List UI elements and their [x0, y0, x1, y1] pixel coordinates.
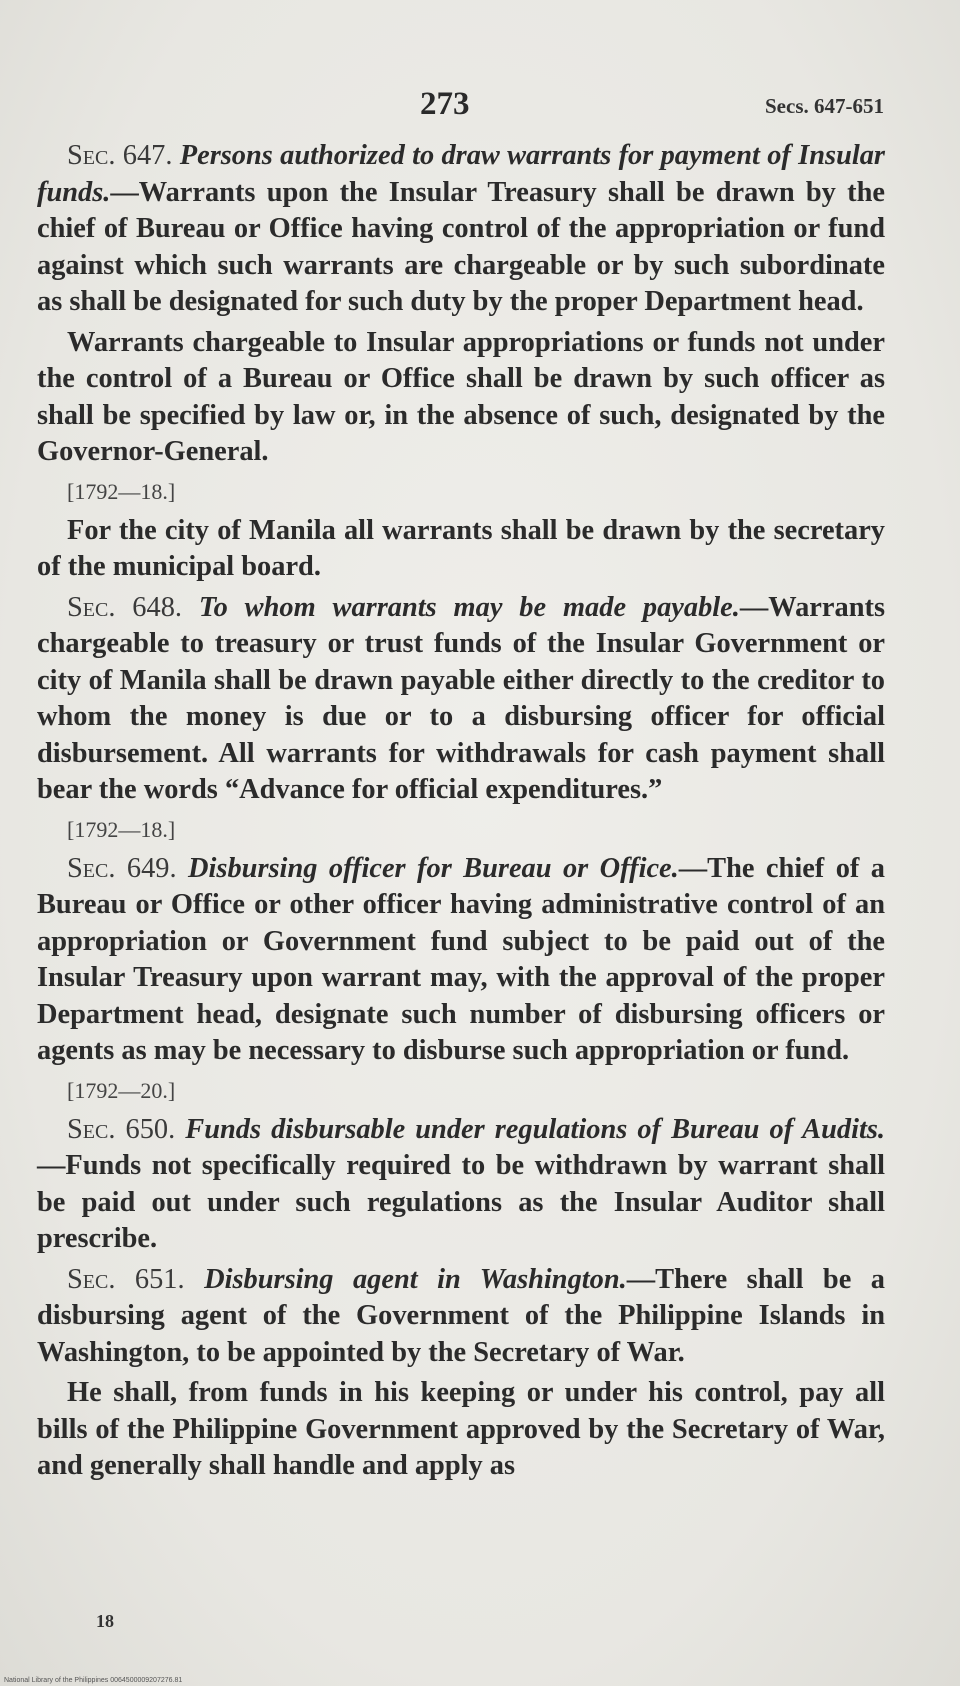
citation: [1792—18.]	[67, 816, 176, 842]
section-label: Sec. 651.	[67, 1263, 185, 1295]
body-text	[37, 138, 885, 1489]
section-text: —Funds not specifically required to be withdrawn by warrant shall be paid out under such regulations as the Insular Auditor shall prescribe.	[37, 1150, 885, 1254]
section-title: To whom warrants may be made payable.	[198, 591, 740, 623]
section-text: —Warrants chargeable to treasury or trust funds of the Insular Government or city of Manila shall be drawn payable either directly to the creditor to whom the money is due or to a disbursing officer for official disbursement. All warrants for withdrawals for cash payment shall bear the words “Advance for official expenditures.”	[37, 591, 885, 805]
page-header	[0, 86, 960, 126]
section-648	[37, 590, 885, 809]
signature-mark: 18	[96, 1611, 114, 1631]
section-text: —There shall be a disbursing agent of the Government of the Philippine Islands in Washington, to be appointed by the Secretary of War.	[37, 1263, 885, 1368]
paragraph: For the city of Manila all warrants shall be drawn by the secretary of the municipal board.	[37, 514, 885, 582]
section-range: Secs. 647-651	[765, 94, 884, 118]
section-title: Persons authorized to draw warrants for payment of Insular funds.	[37, 140, 885, 208]
paragraph: Warrants chargeable to Insular appropriations or funds not under the control of a Bureau or Office shall be drawn by such officer as shall be specified by law or, in the absence of such, designated by the Governor-General.	[37, 326, 885, 467]
paragraph: He shall, from funds in his keeping or under his control, pay all bills of the Philippine Government approved by the Secretary of War, and generally shall handle and apply as	[37, 1377, 885, 1481]
section-text: —The chief of a Bureau or Office or other officer having administrative control of an appropriation or Government fund subject to be paid out of the Insular Treasury upon warrant may, with the approval of the proper Department head, designate such number of disbursing officers or agents as may be necessary to disburse such appropriation or fund.	[37, 852, 885, 1066]
section-651	[37, 1262, 885, 1372]
section-text: —Warrants upon the Insular Treasury shall be drawn by the chief of Bureau or Office having control of the appropriation or fund against which such warrants are chargeable or by such subordinate as shall be designated for such duty by the proper Department head.	[37, 176, 885, 317]
section-title: Funds disbursable under regulations of Bureau of Audits.	[185, 1113, 885, 1145]
section-649	[37, 851, 885, 1070]
citation: [1792—20.]	[67, 1077, 176, 1103]
section-label: Sec. 648.	[67, 591, 182, 623]
library-watermark: National Library of the Philippines 0064500009207276.81	[4, 1677, 183, 1684]
section-647	[37, 138, 885, 321]
section-title: Disbursing officer for Bureau or Office.	[188, 852, 679, 884]
section-650	[37, 1112, 885, 1258]
page-number: 273	[420, 86, 470, 122]
citation: [1792—18.]	[67, 478, 176, 504]
section-label: Sec. 649.	[67, 852, 177, 884]
section-title: Disbursing agent in Washington.	[204, 1263, 627, 1295]
section-label: Sec. 650.	[67, 1113, 176, 1145]
section-label: Sec. 647.	[67, 140, 173, 171]
